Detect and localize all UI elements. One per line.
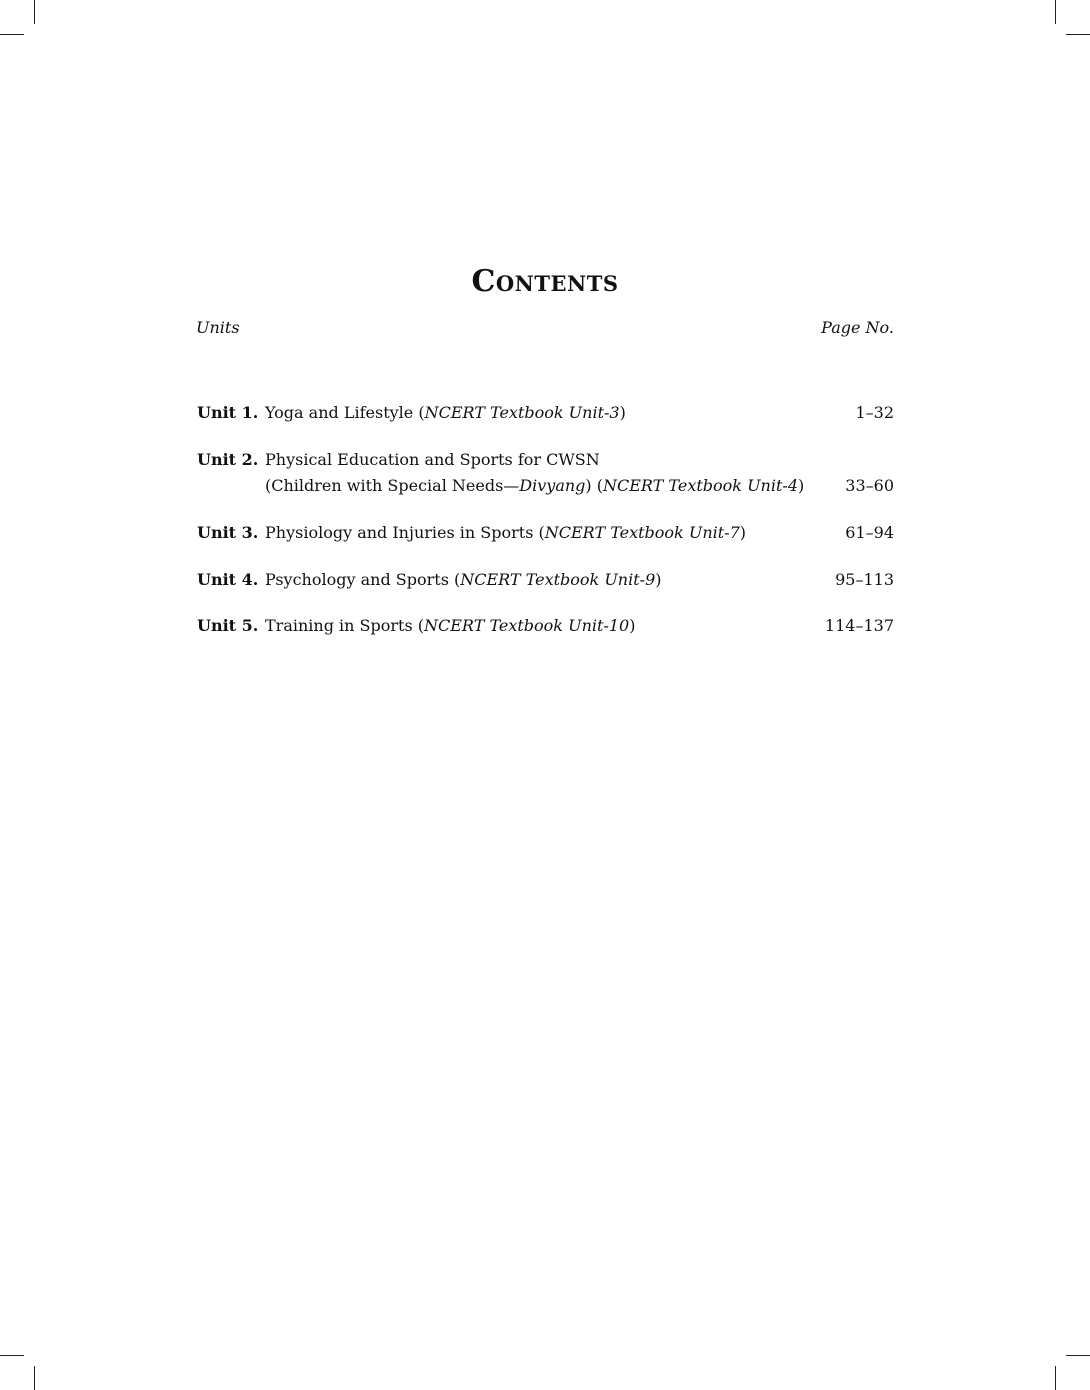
unit-number: Unit 2.	[197, 450, 259, 469]
unit-title: Physiology and Injuries in Sports (NCERT Textbook Unit-7)	[265, 523, 747, 542]
crop-mark	[1055, 0, 1056, 24]
page-title: Contents	[471, 264, 619, 299]
page-range: 33–60	[845, 476, 894, 495]
page-range: 95–113	[835, 570, 894, 589]
unit-number: Unit 1.	[197, 403, 259, 422]
unit-title: Psychology and Sports (NCERT Textbook Unit-9)	[265, 570, 662, 589]
unit-number: Unit 5.	[197, 616, 259, 635]
crop-mark	[34, 0, 35, 24]
page-range: 114–137	[824, 616, 894, 635]
page-no-column-header: Page No.	[821, 318, 894, 337]
unit-title-line-1: Physical Education and Sports for CWSN	[265, 450, 600, 469]
toc-entry-unit-1[interactable]	[197, 400, 894, 426]
page-range: 1–32	[855, 403, 894, 422]
toc-entry-unit-2[interactable]	[197, 447, 894, 499]
unit-title: Yoga and Lifestyle (NCERT Textbook Unit-3)	[265, 403, 626, 422]
crop-mark	[1066, 1355, 1090, 1356]
unit-number: Unit 4.	[197, 570, 259, 589]
crop-mark	[1066, 34, 1090, 35]
toc-entry-unit-5[interactable]	[197, 613, 894, 639]
crop-mark	[1055, 1366, 1056, 1390]
unit-title-line-2: (Children with Special Needs—Divyang) (NCERT Textbook Unit-4) 33–60	[197, 473, 894, 499]
unit-number: Unit 3.	[197, 523, 259, 542]
units-column-header: Units	[196, 318, 240, 337]
toc-entry-unit-4[interactable]	[197, 567, 894, 593]
crop-mark	[0, 1355, 24, 1356]
crop-mark	[0, 34, 24, 35]
unit-title: Training in Sports (NCERT Textbook Unit-10)	[265, 616, 636, 635]
page-range: 61–94	[845, 523, 894, 542]
crop-mark	[34, 1366, 35, 1390]
toc-entry-unit-3[interactable]	[197, 520, 894, 546]
